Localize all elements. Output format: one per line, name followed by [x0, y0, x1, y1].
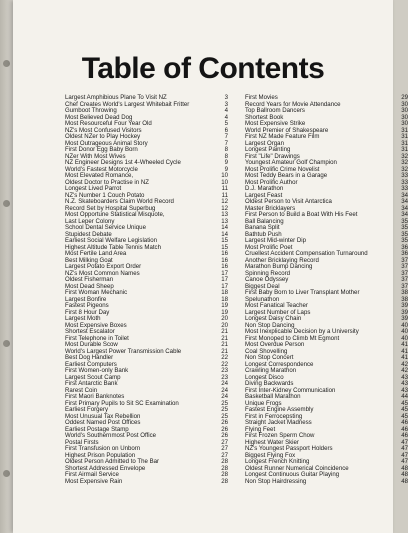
toc-entry-page: 15: [221, 243, 228, 251]
toc-entry-title: Top Ballroom Dancers: [245, 107, 305, 114]
toc-entry-page: 24: [221, 386, 228, 394]
toc-entry-page: 45: [401, 399, 408, 407]
toc-entry-page: 37: [401, 282, 408, 290]
toc-entry-page: 23: [221, 367, 228, 374]
toc-entry-page: 25: [221, 399, 228, 407]
toc-entry-page: 11: [221, 185, 228, 192]
toc-entry-page: 48: [401, 471, 408, 478]
toc-entry-page: 20: [221, 315, 228, 322]
toc-entry-title: Largest Moth: [65, 315, 101, 322]
toc-entry-title: World's Largest Power Transmission Cable: [65, 347, 182, 355]
toc-entry-page: 8: [224, 152, 228, 160]
contents-column-left: [65, 95, 228, 485]
toc-entry-title: Basketball Marathon: [245, 393, 301, 400]
toc-entry-title: Oldest NZer to Play Hockey: [65, 133, 141, 140]
toc-entry-page: 39: [401, 308, 408, 316]
toc-entry-page: 36: [401, 250, 408, 257]
toc-entry-title: Biggest Deal: [245, 282, 280, 290]
toc-entry-page: 14: [221, 230, 228, 238]
toc-entry-title: Most Expensive Rain: [65, 477, 123, 485]
toc-entry-title: First Telephone in Toilet: [65, 334, 129, 342]
toc-entry-title: Most Prolific Poet: [245, 243, 293, 251]
page-title: Table of Contents: [81, 52, 325, 85]
toc-entry-page: 43: [401, 386, 408, 394]
toc-entry-page: 28: [221, 464, 228, 472]
toc-entry-title: Oldest Person to Visit Antarctica: [245, 198, 332, 205]
toc-entry-page: 7: [224, 139, 228, 147]
toc-entry-page: 34: [401, 204, 408, 212]
toc-entry: [65, 479, 228, 486]
toc-entry-title: Highest Prison Population: [65, 451, 136, 459]
toc-entry-page: 30: [401, 120, 408, 127]
toc-entry-title: Straight Jacket Madness: [245, 419, 312, 426]
toc-entry-title: Fastest Pigeons: [65, 302, 109, 309]
toc-entry-title: Non Stop Concert: [245, 354, 294, 361]
toc-entry-title: First Antarctic Bank: [65, 380, 118, 387]
toc-entry-title: Highest Water Skier: [245, 438, 299, 446]
toc-entry-title: Longest Disco: [245, 373, 284, 381]
toc-entry-title: Most Fanatical Teacher: [245, 302, 308, 309]
toc-entry-page: 39: [401, 315, 408, 322]
toc-entry-title: Earliest Social Welfare Legislation: [65, 237, 158, 244]
toc-entry-page: 4: [224, 107, 228, 114]
toc-entry-page: 47: [401, 451, 408, 459]
toc-entry-page: 41: [401, 354, 408, 361]
toc-entry-page: 31: [401, 126, 408, 134]
toc-entry-title: First NZ Made Feature Film: [245, 133, 320, 140]
toc-entry-title: Biggest Flying Fox: [245, 451, 296, 459]
toc-entry-title: Youngest Amateur Golf Champion: [245, 159, 337, 166]
toc-entry-page: 42: [401, 367, 408, 374]
toc-entry-page: 46: [401, 419, 408, 426]
toc-entry-title: Oddest Named Post Offices: [65, 419, 141, 426]
toc-entry-title: NZer With Most Wives: [65, 152, 126, 160]
toc-entry-title: Another Bricklaying Record: [245, 256, 319, 264]
toc-entry-page: 10: [221, 178, 228, 186]
toc-entry-title: D.J. Marathon: [245, 185, 284, 192]
toc-entry-page: 45: [401, 412, 408, 420]
toc-entry-title: Marathon Bump Dancing: [245, 263, 313, 270]
toc-entry-title: Cruellest Accident Compensation Turnaround: [245, 250, 368, 257]
toc-entry-title: Spelunathon: [245, 295, 280, 303]
toc-entry-page: 30: [401, 100, 408, 108]
contents-page: [13, 0, 408, 533]
toc-entry-page: 34: [401, 198, 408, 205]
toc-entry-page: 25: [221, 412, 228, 420]
toc-entry-title: Flying Feet: [245, 425, 276, 433]
toc-entry-page: 31: [401, 146, 408, 153]
toc-entry-page: 24: [221, 393, 228, 400]
toc-entry-page: 9: [224, 165, 228, 173]
toc-entry-title: First Frozen Sperm Chow: [245, 432, 315, 439]
toc-entry-title: NZ's Most Common Names: [65, 269, 140, 277]
toc-entry-title: Largest Bonfire: [65, 295, 107, 303]
toc-entry-page: 28: [221, 477, 228, 485]
toc-entry-page: 13: [221, 217, 228, 225]
toc-entry-page: 27: [221, 445, 228, 452]
toc-entry-title: Longest Daisy Chain: [245, 315, 302, 322]
toc-entry-page: 40: [401, 321, 408, 329]
toc-entry-page: 13: [221, 211, 228, 218]
book-spine: [0, 0, 13, 533]
toc-entry-title: Largest Feast: [245, 191, 283, 199]
toc-entry-page: 34: [401, 211, 408, 218]
toc-entry-page: 46: [401, 432, 408, 439]
toc-entry-page: 9: [224, 159, 228, 166]
toc-entry-title: First Baby Born to Liver Transplant Mother: [245, 289, 360, 296]
toc-entry-title: Rarest Coin: [65, 386, 98, 394]
toc-entry-page: 7: [224, 133, 228, 140]
toc-entry-page: 35: [401, 230, 408, 238]
toc-entry-title: Oldest Doctor to Practise in NZ: [65, 178, 149, 186]
toc-entry-page: 46: [401, 425, 408, 433]
toc-entry-page: 38: [401, 295, 408, 303]
toc-entry-title: Crawling Marathon: [245, 367, 297, 374]
toc-entry-page: 10: [221, 172, 228, 179]
toc-entry-title: Ball Balancing: [245, 217, 284, 225]
toc-entry-title: Postal Firsts: [65, 438, 99, 446]
toc-entry-title: Most Unusual Tax Rebellion: [65, 412, 141, 420]
toc-entry-title: First "Life" Drawings: [245, 152, 300, 160]
toc-entry-page: 48: [401, 477, 408, 485]
toc-entry-page: 30: [401, 113, 408, 121]
toc-entry-page: 26: [221, 432, 228, 439]
toc-entry-title: First Maori Banknotes: [65, 393, 125, 400]
toc-entry-page: 21: [221, 334, 228, 342]
toc-entry-title: Most Expensive Strike: [245, 120, 306, 127]
toc-entry-title: Earliest Postage Stamp: [65, 425, 129, 433]
toc-entry-page: 36: [401, 243, 408, 251]
toc-entry-page: 14: [221, 224, 228, 231]
toc-entry-page: 29: [401, 94, 408, 101]
toc-entry-title: Earliest Computers: [65, 360, 117, 368]
toc-entry-page: 4: [224, 113, 228, 121]
toc-entry-page: 23: [221, 373, 228, 381]
toc-entry-title: Record Years for Movie Attendance: [245, 100, 341, 108]
toc-entry-title: First Women-only Bank: [65, 367, 129, 374]
toc-entry-title: Gumboot Throwing: [65, 107, 117, 114]
toc-entry-page: 16: [221, 250, 228, 257]
toc-entry-title: First Person to Build a Boat With His Feet: [245, 211, 358, 218]
toc-entry-page: 15: [221, 237, 228, 244]
toc-entry-title: Canoe Odyssey: [245, 276, 289, 283]
toc-entry-page: 48: [401, 464, 408, 472]
toc-entry-page: 27: [221, 451, 228, 459]
toc-entry-page: 19: [221, 302, 228, 309]
toc-entry-title: Diving Backwards: [245, 380, 294, 387]
toc-entry-title: Highest Altitude Table Tennis Match: [65, 243, 161, 251]
toc-entry-title: First Primary Pupils to Sit SC Examination: [65, 399, 179, 407]
toc-entry-page: 3: [224, 94, 228, 101]
toc-entry-page: 5: [224, 120, 228, 127]
toc-entry-page: 34: [401, 191, 408, 199]
toc-entry-page: 45: [401, 406, 408, 413]
toc-entry-title: Coal Shovelling: [245, 347, 288, 355]
toc-entry-page: 37: [401, 276, 408, 283]
toc-entry-page: 26: [221, 425, 228, 433]
toc-entry-page: 37: [401, 256, 408, 264]
toc-entry-title: Largest Organ: [245, 139, 284, 147]
toc-entry-title: World Premier of Shakespeare: [245, 126, 329, 134]
toc-entry-title: First in Ferrocepsting: [245, 412, 303, 420]
toc-entry-title: Longest French Knitting: [245, 458, 310, 465]
contents-column-right: [245, 95, 408, 485]
toc-entry-title: NZ Engineer Designs 1st 4-Wheeled Cycle: [65, 159, 181, 166]
toc-entry-page: 47: [401, 438, 408, 446]
toc-entry-page: 41: [401, 347, 408, 355]
toc-entry-title: NZ's Youngest Passport Holders: [245, 445, 333, 452]
toc-entry-page: 32: [401, 159, 408, 166]
toc-entry-page: 25: [221, 406, 228, 413]
toc-entry-title: School Dental Service Unique: [65, 224, 146, 231]
toc-entry-page: 42: [401, 360, 408, 368]
toc-entry-title: Oldest Runner Numerical Coincidence: [245, 464, 349, 472]
toc-entry-page: 37: [401, 269, 408, 277]
toc-entry-page: 33: [401, 178, 408, 186]
toc-entry-title: Largest Scout Camp: [65, 373, 121, 381]
toc-entry-page: 30: [401, 107, 408, 114]
toc-entry-title: Largest Amphibious Plane To Visit NZ: [65, 94, 167, 101]
toc-entry-page: 43: [401, 380, 408, 387]
toc-entry-title: Oldest Fisherman: [65, 276, 114, 283]
toc-entry-page: 22: [221, 360, 228, 368]
toc-entry-title: Spinning Record: [245, 269, 291, 277]
toc-entry-title: First Transfusion on Unborn: [65, 445, 141, 452]
toc-entry-title: First Inter-Kidney Communication: [245, 386, 336, 394]
toc-entry-title: Last Leper Colony: [65, 217, 115, 225]
toc-entry-page: 12: [221, 198, 228, 205]
toc-entry-title: Most Prolific Author: [245, 178, 298, 186]
toc-entry-title: NZ's Most Confused Visitors: [65, 126, 142, 134]
toc-entry-title: First 8 Hour Day: [65, 308, 110, 316]
toc-entry-page: 11: [221, 191, 228, 199]
toc-entry-page: 35: [401, 237, 408, 244]
toc-entry-page: 26: [221, 419, 228, 426]
toc-entry-title: Longest Correspondence: [245, 360, 314, 368]
toc-entry-page: 22: [221, 354, 228, 361]
toc-entry-page: 21: [221, 347, 228, 355]
toc-entry-title: First Airmail Service: [65, 471, 119, 478]
toc-entry-title: First Movies: [245, 94, 278, 101]
toc-entry-title: Largest Mid-winter Dip: [245, 237, 306, 244]
toc-entry-title: N.Z. Skateboarders Claim World Record: [65, 198, 174, 205]
toc-entry-title: Most Expensive Boxes: [65, 321, 127, 329]
toc-entry-title: Record Set by Hospital Superbug: [65, 204, 156, 212]
binding-hole: [3, 340, 10, 347]
toc-entry-title: Best Milking Goat: [65, 256, 113, 264]
toc-entry-page: 8: [224, 146, 228, 153]
toc-entry-page: 40: [401, 328, 408, 335]
toc-entry-page: 33: [401, 185, 408, 192]
toc-entry-page: 35: [401, 224, 408, 231]
toc-entry-page: 37: [401, 263, 408, 270]
toc-entry-page: 24: [221, 380, 228, 387]
toc-entry-title: Largest Number of Laps: [245, 308, 311, 316]
toc-entry-page: 43: [401, 373, 408, 381]
toc-entry-title: Chef Creates World's Largest Whitebait Fritter: [65, 100, 190, 108]
toc-entry-page: 16: [221, 256, 228, 264]
toc-entry-page: 33: [401, 172, 408, 179]
toc-entry-title: Most Elevated Romance,: [65, 172, 134, 179]
toc-entry-title: Bathtub Push: [245, 230, 282, 238]
toc-entry-title: Longest Continuous Guitar Playing: [245, 471, 340, 478]
toc-entry-title: Most Inexplicable Decision by a University: [245, 328, 359, 335]
toc-entry-page: 3: [224, 100, 228, 108]
toc-entry-title: Unique Frogs: [245, 399, 282, 407]
toc-entry-page: 47: [401, 445, 408, 452]
toc-entry-page: 38: [401, 289, 408, 296]
toc-entry-title: Most Opportune Statistical Misquote,: [65, 211, 165, 218]
toc-entry-page: 16: [221, 263, 228, 270]
toc-entry-title: First Monoped to Climb Mt Egmont: [245, 334, 340, 342]
toc-entry-page: 17: [221, 276, 228, 283]
toc-entry-title: Stupidest Debate: [65, 230, 112, 238]
toc-entry-title: Most Resourceful Four Year Old: [65, 120, 152, 127]
toc-entry-page: 20: [221, 321, 228, 329]
toc-entry-title: First Woman Mechanic: [65, 289, 128, 296]
toc-entry-title: Most Fertile Land Area: [65, 250, 127, 257]
toc-entry-title: Best Dog Handler: [65, 354, 114, 361]
toc-entry-title: First Donor Egg Baby Born: [65, 146, 138, 153]
toc-entry-page: 28: [221, 471, 228, 478]
toc-entry-page: 21: [221, 328, 228, 335]
binding-hole: [3, 200, 10, 207]
binding-hole: [3, 470, 10, 477]
toc-entry-title: Most Teddy Bears in a Garage: [245, 172, 328, 179]
toc-entry-title: Master Bricklayers: [245, 204, 296, 212]
toc-entry-title: NZ's Number 1 Couch Potato: [65, 191, 145, 199]
toc-entry-page: 31: [401, 133, 408, 140]
binding-hole: [3, 60, 10, 67]
toc-entry-title: Most Overdue Person: [245, 341, 305, 348]
toc-entry-title: Earliest Forgery: [65, 406, 109, 413]
toc-entry-title: Most Prolific Crime Novelist: [245, 165, 320, 173]
toc-entry-title: World's Southernmost Post Office: [65, 432, 157, 439]
toc-entry-title: Most Dead Sheep: [65, 282, 114, 290]
toc-entry-title: Fastest Engine Assembly: [245, 406, 314, 413]
toc-entry-page: 40: [401, 334, 408, 342]
toc-entry-title: Non Stop Dancing: [245, 321, 295, 329]
toc-entry-title: Non Stop Hairdressing: [245, 477, 307, 485]
toc-entry-page: 35: [401, 217, 408, 225]
toc-entry-page: 17: [221, 269, 228, 277]
toc-entry-page: 18: [221, 289, 228, 296]
toc-entry-page: 28: [221, 458, 228, 465]
toc-entry-page: 6: [224, 126, 228, 134]
toc-entry-title: Shortest Escalator: [65, 328, 115, 335]
toc-entry-page: 39: [401, 302, 408, 309]
toc-entry-page: 21: [221, 341, 228, 348]
toc-entry-title: Largest Potato Export Order: [65, 263, 142, 270]
toc-entry-page: 27: [221, 438, 228, 446]
toc-entry-title: Banana Split: [245, 224, 280, 231]
toc-entry-page: 17: [221, 282, 228, 290]
toc-entry-title: World's Fastest Motorcycle: [65, 165, 138, 173]
toc-entry-title: Oldest Person Admitted to The Bar: [65, 458, 160, 465]
toc-entry-title: Most Durable Scow: [65, 341, 118, 348]
toc-entry-page: 12: [221, 204, 228, 212]
toc-entry-page: 32: [401, 152, 408, 160]
toc-entry-page: 41: [401, 341, 408, 348]
toc-entry-page: 18: [221, 295, 228, 303]
toc-entry-title: Longest Painting: [245, 146, 291, 153]
toc-entry: [245, 479, 408, 486]
toc-entry-page: 44: [401, 393, 408, 400]
toc-entry-title: Most Believed Dead Dog: [65, 113, 133, 121]
toc-entry-page: 31: [401, 139, 408, 147]
toc-entry-title: Longest Lived Parrot: [65, 185, 122, 192]
toc-entry-page: 32: [401, 165, 408, 173]
toc-entry-title: Shortest Book: [245, 113, 284, 121]
toc-entry-page: 19: [221, 308, 228, 316]
toc-entry-title: Most Outrageous Animal Story: [65, 139, 148, 147]
toc-entry-title: Shortest Addressed Envelope: [65, 464, 146, 472]
toc-entry-page: 47: [401, 458, 408, 465]
